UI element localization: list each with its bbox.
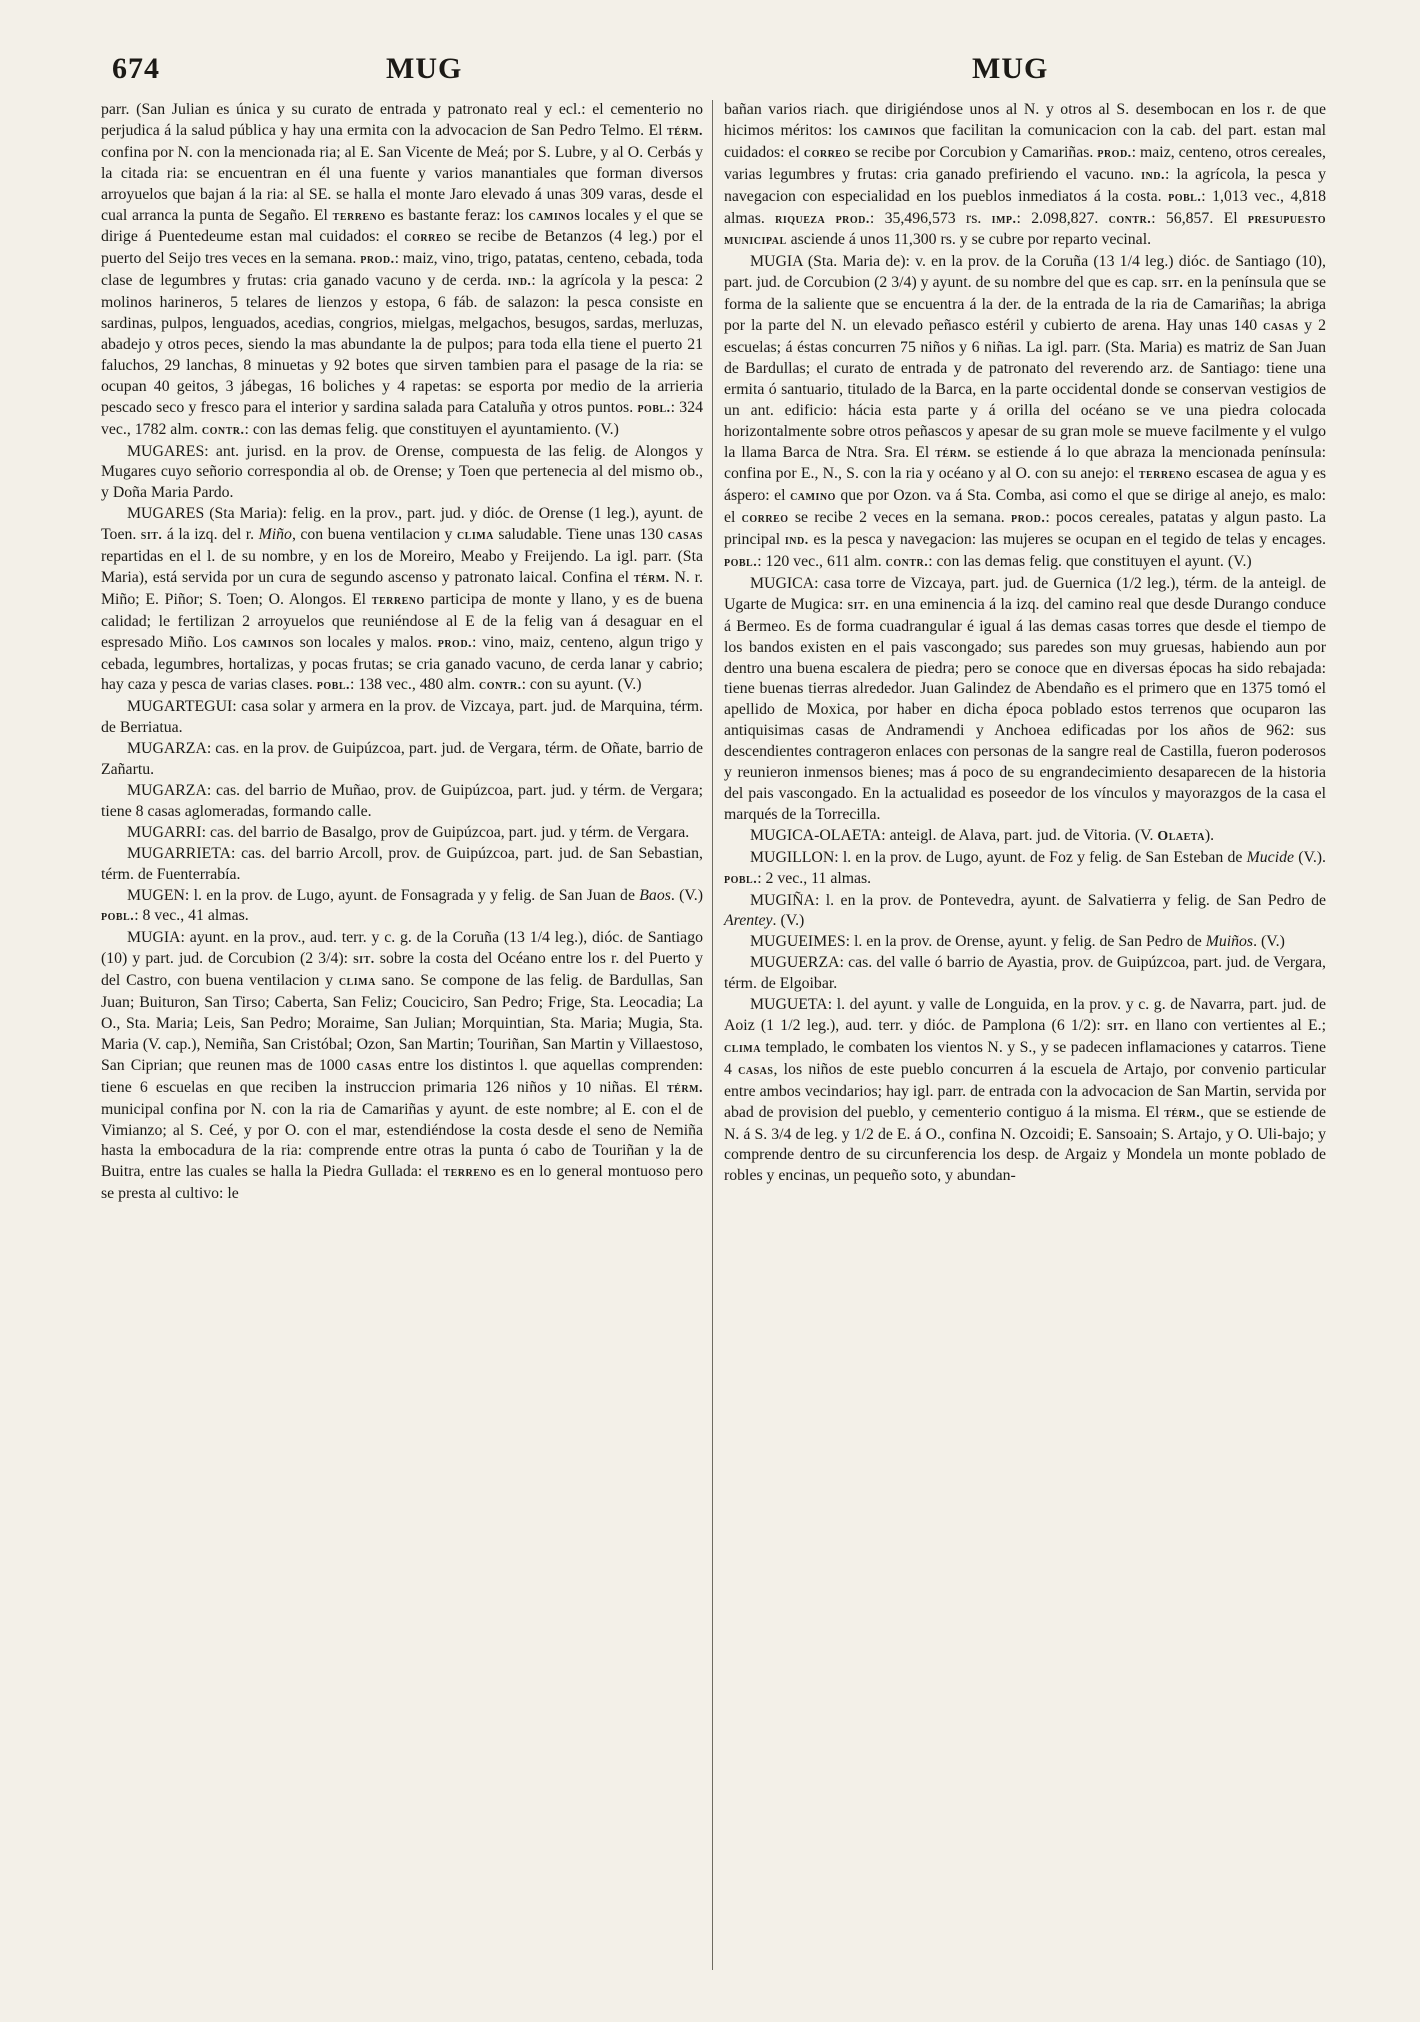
entry-text: locales y el que se dirige á Puentedeume estan mal cuidados: el bbox=[101, 206, 703, 246]
small-caps-term: ind. bbox=[784, 533, 809, 549]
dictionary-entry bbox=[724, 953, 1326, 995]
entry-text: MUGARRI: cas. del barrio de Basalgo, prov de Guipúzcoa, part. jud. y térm. de Vergara. bbox=[127, 823, 690, 841]
entry-text: ). bbox=[1204, 826, 1215, 844]
entry-text: : 138 vec., 480 alm. bbox=[349, 676, 479, 694]
small-caps-term: contr. bbox=[1108, 211, 1152, 227]
dictionary-entry bbox=[724, 574, 1326, 826]
entry-text: MUGICA-OLAETA: anteigl. de Alava, part. jud. de Vitoria. (V. bbox=[750, 826, 1158, 844]
dictionary-entry bbox=[101, 823, 703, 844]
small-caps-term: casas bbox=[667, 528, 703, 544]
entry-text: , que se estiende de N. á S. 3/4 de leg. y 1/2 de E. á O., confina N. Ozcoidi; E. Sansoain; S. Artajo, y O. Uli-bajo; y comprende dentro de su circunferencia los desp. de Argaiz y Mondela un monte poblado de robles y encinas, un pequeño soto, y abundan- bbox=[724, 1103, 1326, 1185]
small-caps-term: térm. bbox=[667, 123, 703, 139]
entry-text: es en lo general montuoso pero se presta al cultivo: le bbox=[101, 1163, 703, 1203]
dictionary-entry bbox=[101, 844, 703, 886]
dictionary-entry bbox=[724, 932, 1326, 953]
page-number: 674 bbox=[112, 52, 160, 85]
small-caps-term: prod. bbox=[360, 252, 395, 268]
entry-text: entre los distintos l. que aquellas comprenden: tiene 6 escuelas en que reciben la instruccion primaria 126 niños y 10 niñas. El bbox=[101, 1056, 703, 1096]
small-caps-term: clima bbox=[724, 1040, 761, 1056]
italic-term: Miño bbox=[258, 526, 292, 544]
small-caps-term: prod. bbox=[437, 635, 473, 651]
entry-text: : con las demas felig. que constituyen el ayunt. (V.) bbox=[928, 553, 1252, 571]
entry-text: : 8 vec., 41 almas. bbox=[134, 907, 249, 925]
dictionary-entry bbox=[724, 826, 1326, 848]
entry-text: . (V.) bbox=[1253, 933, 1285, 951]
small-caps-term: prod. bbox=[1011, 511, 1046, 527]
small-caps-term: presupuesto municipal bbox=[724, 211, 1327, 249]
entry-text: se estiende á lo que abraza la mencionada península: confina por E., N., S. con la ria y océano y al O. con su anejo: el bbox=[724, 443, 1327, 483]
entry-text: : pocos cereales, patatas y algun pasto. La principal bbox=[724, 509, 1326, 549]
small-caps-term: caminos bbox=[242, 635, 294, 651]
entry-text: . (V.) bbox=[670, 886, 703, 904]
entry-text: MUGUEIMES: l. en la prov. de Orense, ayunt. y felig. de San Pedro de bbox=[750, 933, 1206, 951]
small-caps-term: caminos bbox=[863, 123, 916, 139]
small-caps-term: terreno bbox=[1138, 467, 1192, 483]
dictionary-entry bbox=[101, 928, 703, 1205]
entry-text: MUGARZA: cas. en la prov. de Guipúzcoa, part. jud. de Vergara, térm. de Oñate, barrio de Zañartu. bbox=[101, 740, 703, 779]
entry-text: MUGARRIETA: cas. del barrio Arcoll, prov. de Guipúzcoa, part. jud. de San Sebastian, térm. de Fuenterrabía. bbox=[101, 844, 703, 883]
small-caps-term: terreno bbox=[371, 592, 425, 608]
entry-text: : maiz, vino, trigo, patatas, centeno, cebada, toda clase de legumbres y frutas: cria ganado vacuno y de cerda. bbox=[101, 250, 703, 290]
dictionary-entry bbox=[101, 739, 703, 781]
small-caps-term: terreno bbox=[332, 208, 386, 224]
dictionary-entry bbox=[724, 995, 1326, 1187]
small-caps-term: sit. bbox=[847, 597, 870, 613]
entry-text: y 2 escuelas; á éstas concurren 75 niños y 6 niñas. La igl. parr. (Sta. Maria) es matriz de San Juan de Bardullas; el curato de entrada y de patronato del reverendo arz. de Santiago: tiene una ermita ó santuario, titulado de la Barca, en la parte occidental donde se conservan vestigios de un ant. edificio: hácia esta parte y á orilla del océano se ve una piedra colocada horizontalmente sobre otros peñascos y apesar de su gran mole se mueve facilmente y el vulgo la llama Barca de Ntra. Sra. El bbox=[724, 317, 1326, 461]
small-caps-term: correo bbox=[803, 145, 851, 161]
entry-text: MUGICA: casa torre de Vizcaya, part. jud. de Guernica (1/2 leg.), térm. de la anteigl. de Ugarte de Mugica: bbox=[724, 574, 1326, 613]
entry-text: : 324 vec., 1782 alm. bbox=[101, 398, 703, 438]
entry-text: templado, le combaten los vientos N. y S., y se padecen inflamaciones y catarros. Tiene 4 bbox=[724, 1038, 1326, 1078]
entry-text: MUGIA (Sta. Maria de): v. en la prov. de la Coruña (13 1/4 leg.) dióc. de Santiago (10), part. jud. de Corcubion (2 3/4) y ayunt. de su nombre del que es cap. bbox=[724, 253, 1326, 292]
small-caps-term: correo bbox=[404, 230, 452, 246]
entry-text: : vino, maiz, centeno, algun trigo y cebada, legumbres, hortalizas, y pocas frutas; se cria ganado vacuno, de cerda lanar y cabrio; hay caza y pesca de varias clases. bbox=[101, 633, 703, 694]
small-caps-term: clima bbox=[456, 528, 494, 544]
small-caps-term: casas bbox=[356, 1058, 392, 1074]
entry-text: que facilitan la comunicacion con la cab. del part. estan mal cuidados: el bbox=[724, 121, 1326, 161]
entry-text: en llano con vertientes al E.; bbox=[1128, 1016, 1326, 1034]
entry-text: . (V.) bbox=[772, 912, 805, 930]
small-caps-term: contr. bbox=[885, 555, 929, 571]
small-caps-term: pobl. bbox=[101, 909, 135, 925]
small-caps-term: térm. bbox=[1164, 1105, 1201, 1121]
entry-text: : maiz, centeno, otros cereales, varias legumbres y frutas: cria ganado prefiriendo el vacuno. bbox=[724, 143, 1326, 183]
small-caps-term: térm. bbox=[667, 1080, 703, 1096]
small-caps-term: camino bbox=[790, 489, 836, 505]
dictionary-entry bbox=[724, 252, 1326, 574]
italic-term: Muiños bbox=[1205, 933, 1254, 951]
entry-text: bañan varios riach. que dirigiéndose unos al N. y otros al S. desembocan en los r. de que hicimos méritos: los bbox=[724, 101, 1326, 139]
entry-text: saludable. Tiene unas 130 bbox=[493, 526, 668, 544]
small-caps-term: contr. bbox=[201, 422, 245, 438]
small-caps-term: terreno bbox=[443, 1165, 497, 1181]
entry-text: : con las demas felig. que constituyen el ayuntamiento. (V.) bbox=[244, 420, 619, 438]
small-caps-term: térm. bbox=[633, 570, 670, 586]
entry-text: , los niños de este pueblo concurren á la escuela de Artajo, por convenio particular entre ambos vecindarios; hay igl. parr. de entrada con la advocacion de San Martin, servida por abad de provision del pueblo, y cementerio contiguo á la misma. El bbox=[724, 1060, 1326, 1121]
entry-text: : 2.098,827. bbox=[1016, 209, 1109, 227]
small-caps-term: pobl. bbox=[724, 555, 758, 571]
entry-text: MUGUERZA: cas. del valle ó barrio de Ayastia, prov. de Guipúzcoa, part. jud. de Vergara, térm. de Elgoibar. bbox=[724, 954, 1326, 993]
small-caps-term: térm. bbox=[935, 445, 972, 461]
entry-text: en la península que se forma de la saliente que se encuentra á la der. de la entrada de la ria de Camariñas; la abriga por la parte del N. un elevado peñasco estéril y cubierto de arena. Hay unas 140 bbox=[724, 274, 1326, 335]
dictionary-entry bbox=[101, 781, 703, 823]
small-caps-term: prod. bbox=[1097, 145, 1132, 161]
dictionary-entry bbox=[101, 442, 703, 505]
entry-text: : la agrícola y la pesca: 2 molinos harineros, 5 telares de lienzos y estopa, 6 fáb. de salazon: la pesca consiste en sardinas, pulpos, lenguados, acedias, congrios, mielgas, melgachos, besugos, sardas, merluzas, abadejo y otros peces, siendo la mas abundante la de pulpos; para toda ella tiene el puerto 21 faluchos, 29 lanchas, 8 minuetas y 92 botes que sirven tambien para el pasage de la ria: se ocupan 40 geitos, 3 jábegas, 16 boliches y 4 rapetas: se esporta por medio de la arrieria pescado seco y fresco para el interior y sardina salada para Cataluña y otros puntos. bbox=[101, 272, 703, 416]
dictionary-entry bbox=[101, 504, 703, 697]
entry-text: es la pesca y navegacion: las mujeres se ocupan en el tegido de telas y encages. bbox=[808, 531, 1326, 549]
italic-term: Arentey bbox=[724, 912, 773, 930]
small-caps-term: clima bbox=[338, 974, 376, 990]
small-caps-term: sit. bbox=[140, 528, 163, 544]
entry-text: á la izq. del r. bbox=[162, 526, 259, 544]
dictionary-entry bbox=[724, 891, 1326, 933]
entry-text: : 35,496,573 rs. bbox=[869, 209, 992, 227]
small-caps-term: correo bbox=[741, 511, 789, 527]
small-caps-term: sit. bbox=[1161, 276, 1184, 292]
entry-text: : 2 vec., 11 almas. bbox=[757, 869, 872, 887]
small-caps-term: caminos bbox=[528, 208, 581, 224]
italic-term: Baos bbox=[639, 886, 671, 904]
entry-text: : la agrícola, la pesca y navegacion con especialidad en los pueblos inmediatos á la costa. bbox=[724, 165, 1327, 205]
entry-text: participa de monte y llano, y es de buena calidad; le fertilizan 2 arroyuelos que reuniéndose al E de la felig van á desaguar en el espresado Miño. Los bbox=[101, 590, 703, 651]
entry-text: MUGARES (Sta Maria): felig. en la prov., part. jud. y dióc. de Orense (1 leg.), ayunt. de Toen. bbox=[101, 505, 703, 544]
running-head-left: MUG bbox=[386, 52, 463, 85]
dictionary-entry bbox=[724, 848, 1326, 891]
entry-text: N. r. Miño; E. Piñor; S. Toen; O. Alongos. El bbox=[101, 568, 703, 608]
entry-text: se recibe por Corcubion y Camariñas. bbox=[850, 143, 1098, 161]
small-caps-term: casas bbox=[1263, 319, 1299, 335]
column-divider bbox=[712, 100, 713, 1970]
dictionary-entry bbox=[101, 697, 703, 739]
entry-text: repartidas en el l. de su nombre, y en los de Moreiro, Meabo y Freijendo. La igl. parr. (Sta Maria), está servida por un cura de segundo ascenso y patronato laical. Confina el bbox=[101, 548, 703, 586]
small-caps-term: pobl. bbox=[316, 678, 350, 694]
small-caps-term: casas bbox=[738, 1062, 774, 1078]
entry-text: : 1,013 vec., 4,818 almas. bbox=[724, 187, 1326, 227]
small-caps-term: contr. bbox=[478, 678, 522, 694]
italic-term: Mucide bbox=[1246, 848, 1294, 866]
entry-text: MUGARZA: cas. del barrio de Muñao, prov. de Guipúzcoa, part. jud. y térm. de Vergara; tiene 8 casas aglomeradas, formando calle. bbox=[101, 782, 703, 820]
entry-text: MUGIÑA: l. en la prov. de Pontevedra, ayunt. de Salvatierra y felig. de San Pedro de bbox=[750, 891, 1326, 909]
dictionary-entry bbox=[101, 100, 703, 442]
right-column bbox=[724, 100, 1326, 1187]
entry-text: sobre la costa del Océano entre los r. del Puerto y del Castro, con buena ventilacion y bbox=[101, 950, 704, 990]
entry-text: son locales y malos. bbox=[294, 633, 438, 651]
entry-text: confina por N. con la mencionada ria; al E. San Vicente de Meá; por S. Lubre, y al O. Cerbás y la citada ria: se encuentran en él una fuente y varios manantiales que forman diversos arroyuelos que bajan á la ria: al SE. se halla el monte Jaro elevado á unas 309 varas, desde el cual arranca la punta de Segaño. El bbox=[101, 143, 703, 224]
small-caps-term: imp. bbox=[991, 211, 1017, 227]
small-caps-term: pobl. bbox=[637, 400, 671, 416]
entry-text: : 120 vec., 611 alm. bbox=[757, 553, 886, 571]
entry-text: parr. (San Julian es única y su curato de entrada y patronato real y ecl.: el cementerio no perjudica á la salud pública y hay una ermita con la advocacion de San Pedro Telmo. El bbox=[101, 101, 703, 139]
entry-text: municipal confina por N. con la ria de Camariñas y ayunt. de este nombre; al E. con el de Vimianzo; al S. Ceé, y por O. con el mar, estendiéndose la costa desde el seno de Nemiña hasta la embocadura de la ria: comprende entre otras la punta ó cabo de Touriñan y la de Buitra, entre las cuales se halla la Piedra Gullada: el bbox=[101, 1100, 703, 1181]
entry-text: es bastante feraz: los bbox=[385, 206, 529, 224]
entry-text: que por Ozon. va á Sta. Comba, asi como el que se dirige al anejo, es malo: el bbox=[724, 487, 1327, 527]
entry-text: , con buena ventilacion y bbox=[291, 526, 457, 544]
entry-text: : 56,857. El bbox=[1151, 209, 1248, 227]
entry-text: : con su ayunt. (V.) bbox=[521, 676, 642, 694]
entry-text: se recibe de Betanzos (4 leg.) por el puerto del Seijo tres veces en la semana. bbox=[101, 228, 703, 268]
dictionary-entry bbox=[724, 100, 1326, 252]
entry-text: asciende á unos 11,300 rs. y se cubre por reparto vecinal. bbox=[786, 231, 1152, 249]
entry-text: MUGARES: ant. jurisd. en la prov. de Orense, compuesta de las felig. de Alongos y Mugares cuyo señorio correspondia al ob. de Orense; y Toen que pertenecia al del mismo ob., y Doña Maria Pardo. bbox=[101, 442, 703, 502]
entry-text: MUGEN: l. en la prov. de Lugo, ayunt. de Fonsagrada y y felig. de San Juan de bbox=[127, 886, 640, 904]
small-caps-term: sit. bbox=[1106, 1018, 1129, 1034]
small-caps-term: ind. bbox=[507, 274, 532, 290]
entry-text: en una eminencia á la izq. del camino real que desde Durango conduce á Bermeo. Es de forma cuadrangular é igual á las demas casas torres que desde el tiempo de los bandos existen en el pais vascongado; sus paredes son muy gruesas, habiendo aun por dentro una buena escalera de piedra; pero se conoce que en diversas épocas ha sido rebajada: tiene buenas tierras alrededor. Juan Galindez de Abendaño es el primero que en 1375 tomó el apellido de Moxica, por haber en dicha época poblado estos terrenos que ocuparon las antiquisimas casas de Andramendi y Anchoea edificadas por los años de 962: sus descendientes contrageron enlaces con personas de la sangre real de Castilla, fueron poderosos y reunieron inmensos bienes; mas á poco de su engrandecimiento desaparecen de la historia del pais vascongado. En la actualidad es poseedor de los vínculos y mayorazgos de la casa el marqués de la Torrecilla. bbox=[724, 595, 1326, 823]
entry-text: MUGIA: ayunt. en la prov., aud. terr. y c. g. de la Coruña (13 1/4 leg.), dióc. de Santiago (10) y part. jud. de Corcubion (2 3/4): bbox=[101, 929, 703, 968]
running-head-right: MUG bbox=[972, 52, 1049, 85]
entry-text: MUGILLON: l. en la prov. de Lugo, ayunt. de Foz y felig. de San Esteban de bbox=[750, 848, 1247, 866]
entry-text: sano. Se compone de las felig. de Bardullas, San Juan; Buituron, San Tirso; Caberta, San Feliz; Couciciro, San Pedro; Frige, Sta. Leocadia; La O., Sta. Maria; Leis, San Pedro; Moraime, San Julian; Morquintian, Sta. Maria; Mugia, Sta. Maria (V. cap.), Nemiña, San Cristóbal; Ozon, San Martin; Touriñan, San Martin y Villaestoso, San Ciprian; que reunen mas de 1000 bbox=[101, 972, 703, 1074]
small-caps-term: riqueza prod. bbox=[775, 211, 870, 227]
entry-text: MUGARTEGUI: casa solar y armera en la prov. de Vizcaya, part. jud. de Marquina, térm. de Berriatua. bbox=[101, 698, 703, 737]
small-caps-term: Olaeta bbox=[1157, 828, 1205, 844]
left-column bbox=[101, 100, 703, 1205]
small-caps-term: sit. bbox=[353, 952, 375, 968]
small-caps-term: ind. bbox=[1141, 167, 1165, 183]
small-caps-term: pobl. bbox=[724, 871, 758, 887]
dictionary-entry bbox=[101, 886, 703, 929]
entry-text: se recibe 2 veces en la semana. bbox=[788, 509, 1012, 527]
entry-text: escasea de agua y es áspero: el bbox=[724, 465, 1326, 505]
small-caps-term: pobl. bbox=[1168, 189, 1202, 205]
entry-text: MUGUETA: l. del ayunt. y valle de Longuida, en la prov. y c. g. de Navarra, part. jud. de Aoiz (1 1/2 leg.), aud. terr. y dióc. de Pamplona (6 1/2): bbox=[724, 996, 1326, 1034]
entry-text: (V.). bbox=[1294, 848, 1326, 866]
